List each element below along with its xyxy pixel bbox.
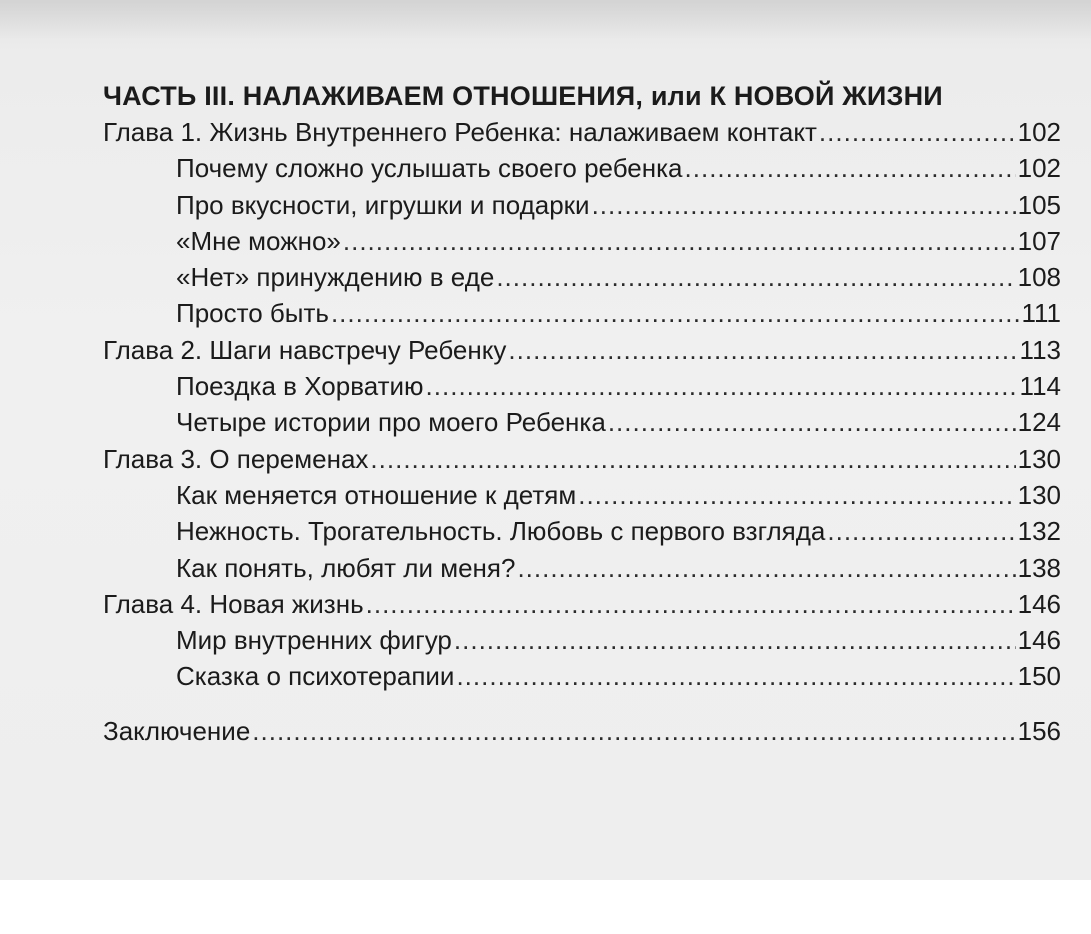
toc-entry-section (103, 513, 1061, 549)
toc-entry-label: Как понять, любят ли меня? (176, 552, 516, 583)
leader-dots (366, 586, 1016, 622)
toc-entry-label: «Мне можно» (176, 225, 341, 256)
toc-entry-section (103, 187, 1061, 223)
leader-dots (578, 477, 1015, 513)
toc-entry-label: Просто быть (176, 298, 329, 329)
leader-dots (331, 295, 1020, 331)
toc-entry-label: Глава 2. Шаги навстречу Ребенку (103, 334, 507, 365)
leader-dots (685, 150, 1016, 186)
toc-entry-section (103, 368, 1061, 404)
leader-dots (370, 441, 1015, 477)
toc-page-number: 114 (1019, 371, 1061, 402)
toc-page-number: 130 (1017, 479, 1061, 510)
table-of-contents (103, 78, 1061, 749)
leader-dots (592, 187, 1016, 223)
toc-entry-label: Мир внутренних фигур (176, 625, 452, 656)
toc-entry-label: Нежность. Трогательность. Любовь с первого взгляда (176, 516, 826, 547)
toc-page-number: 156 (1017, 715, 1061, 746)
toc-page-number: 102 (1017, 117, 1061, 147)
toc-page-number: 146 (1017, 588, 1061, 619)
toc-entry-chapter-2 (103, 332, 1061, 368)
toc-entry-chapter-1 (103, 114, 1061, 150)
toc-entry-section (103, 658, 1061, 694)
leader-dots (827, 513, 1015, 549)
toc-entry-conclusion (103, 713, 1061, 749)
toc-entry-chapter-4 (103, 586, 1061, 622)
toc-page-number: 111 (1021, 298, 1061, 329)
toc-entry-label: Про вкусности, игрушки и подарки (176, 189, 590, 220)
toc-page-number: 108 (1017, 262, 1061, 293)
toc-page-number: 130 (1017, 443, 1061, 474)
toc-page-number: 150 (1017, 661, 1061, 692)
spacer (103, 695, 1061, 713)
toc-page-number: 113 (1019, 334, 1061, 365)
toc-entry-label: Заключение (103, 715, 251, 746)
toc-page-number: 107 (1017, 225, 1061, 256)
toc-page-number: 138 (1017, 552, 1061, 583)
toc-entry-section (103, 259, 1061, 295)
toc-entry-label: Поездка в Хорватию (176, 371, 424, 402)
toc-entry-label: Четыре истории про моего Ребенка (176, 407, 606, 438)
leader-dots (819, 114, 1016, 150)
background-below-page (0, 880, 1091, 934)
toc-page-number: 124 (1017, 407, 1061, 438)
toc-page-number: 105 (1017, 189, 1061, 220)
toc-entry-label: Глава 1. Жизнь Внутреннего Ребенка: налаживаем контакт (103, 117, 817, 147)
toc-entry-label: «Нет» принуждению в еде (176, 262, 495, 293)
toc-entry-section (103, 550, 1061, 586)
toc-entry-label: Как меняется отношение к детям (176, 479, 577, 510)
toc-entry-label: Глава 4. Новая жизнь (103, 588, 364, 619)
leader-dots (426, 368, 1018, 404)
leader-dots (517, 550, 1015, 586)
toc-entry-section (103, 295, 1061, 331)
leader-dots (496, 259, 1015, 295)
leader-dots (508, 332, 1017, 368)
toc-page-number: 146 (1017, 625, 1061, 656)
leader-dots (252, 713, 1015, 749)
toc-entry-section (103, 404, 1061, 440)
page-shadow (0, 0, 1091, 40)
toc-entry-label: Почему сложно услышать своего ребенка (176, 153, 683, 184)
leader-dots (454, 622, 1016, 658)
toc-entry-label: Сказка о психотерапии (176, 661, 455, 692)
leader-dots (608, 404, 1016, 440)
part-title: ЧАСТЬ III. НАЛАЖИВАЕМ ОТНОШЕНИЯ, или К НОВОЙ ЖИЗНИ (103, 81, 943, 111)
leader-dots (343, 223, 1016, 259)
toc-page-number: 102 (1017, 153, 1061, 184)
toc-entry-label: Глава 3. О переменах (103, 443, 369, 474)
toc-entry-section (103, 223, 1061, 259)
toc-entry-chapter-3 (103, 441, 1061, 477)
toc-page-number: 132 (1017, 516, 1061, 547)
leader-dots (456, 658, 1015, 694)
toc-entry-section (103, 150, 1061, 186)
toc-entry-section (103, 477, 1061, 513)
toc-entry-section (103, 622, 1061, 658)
